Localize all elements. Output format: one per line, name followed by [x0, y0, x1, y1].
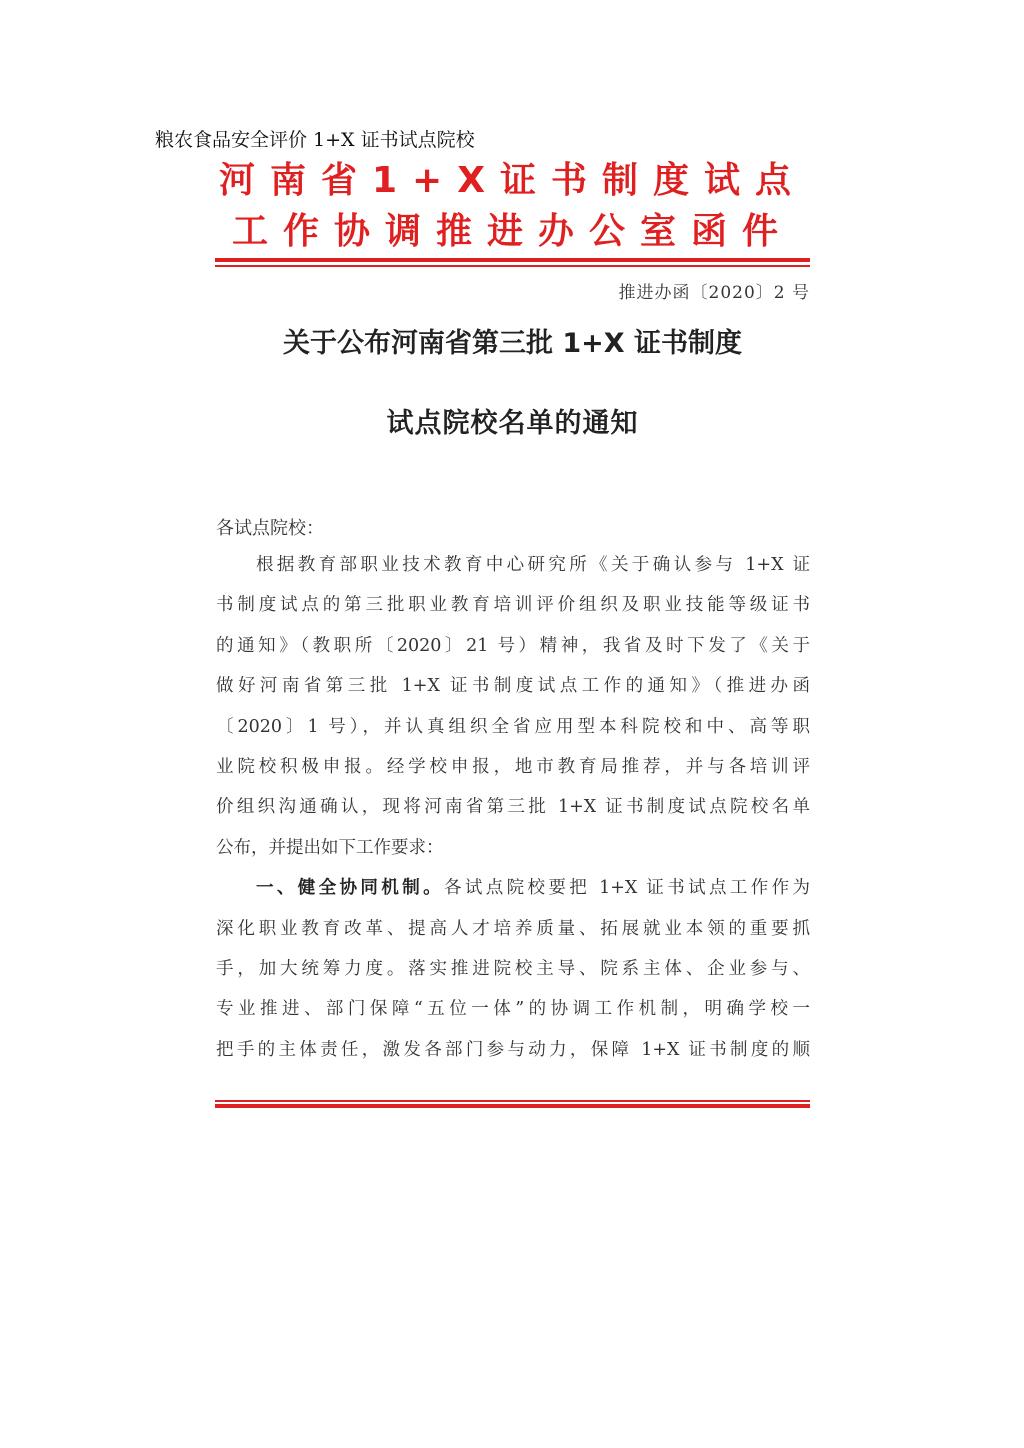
- body-line: 根据教育部职业技术教育中心研究所《关于确认参与 1+X 证: [256, 555, 810, 575]
- body-line: 深化职业教育改革、提高人才培养质量、拓展就业本领的重要抓: [216, 918, 810, 939]
- letterhead-line-2: 工作协调推进办公室函件: [231, 211, 793, 252]
- footer-divider-thick: [215, 1104, 810, 1108]
- body-line: 的通知》（教职所〔2020〕21 号）精神，我省及时下发了《关于: [216, 635, 810, 656]
- section-heading-rest: 各试点院校要把 1+X 证书试点工作作为: [443, 878, 810, 899]
- body-line: 把手的主体责任，激发各部门参与动力，保障 1+X 证书制度的顺: [216, 1039, 810, 1060]
- document-title-line-2: 试点院校名单的通知: [386, 408, 639, 439]
- document-caption: 粮农食品安全评价 1+X 证书试点院校: [155, 129, 475, 151]
- body-line: 专业推进、部门保障“五位一体”的协调工作机制，明确学校一: [216, 999, 810, 1020]
- body-line: 书制度试点的第三批职业教育培训评价组织及职业技能等级证书: [216, 595, 810, 616]
- letterhead-line-1: 河南省1+X证书制度试点: [219, 160, 806, 201]
- letterhead-divider-thin: [215, 265, 810, 267]
- body-line: 〔2020〕1 号），并认真组织全省应用型本科院校和中、高等职: [216, 716, 810, 737]
- body-line: 手，加大统筹力度。落实推进院校主导、院系主体、企业参与、: [216, 958, 810, 979]
- document-title-line-1: 关于公布河南省第三批 1+X 证书制度: [282, 328, 743, 359]
- section-heading-line: [216, 875, 810, 915]
- document-number: 推进办函〔2020〕2 号: [618, 283, 810, 303]
- body-line: 价组织沟通确认，现将河南省第三批 1+X 证书制度试点院校名单: [216, 797, 810, 818]
- salutation: 各试点院校：: [216, 518, 324, 539]
- document-body: [216, 552, 810, 1077]
- body-line: 业院校积极申报。经学校申报，地市教育局推荐，并与各培训评: [216, 756, 810, 777]
- footer-divider-thin: [215, 1100, 810, 1102]
- body-line: 做好河南省第三批 1+X 证书制度试点工作的通知》（推进办函: [216, 676, 810, 697]
- body-line: 公布，并提出如下工作要求：: [216, 837, 444, 858]
- section-heading: 一、健全协同机制。: [256, 878, 444, 899]
- letterhead-divider-thick: [215, 258, 810, 262]
